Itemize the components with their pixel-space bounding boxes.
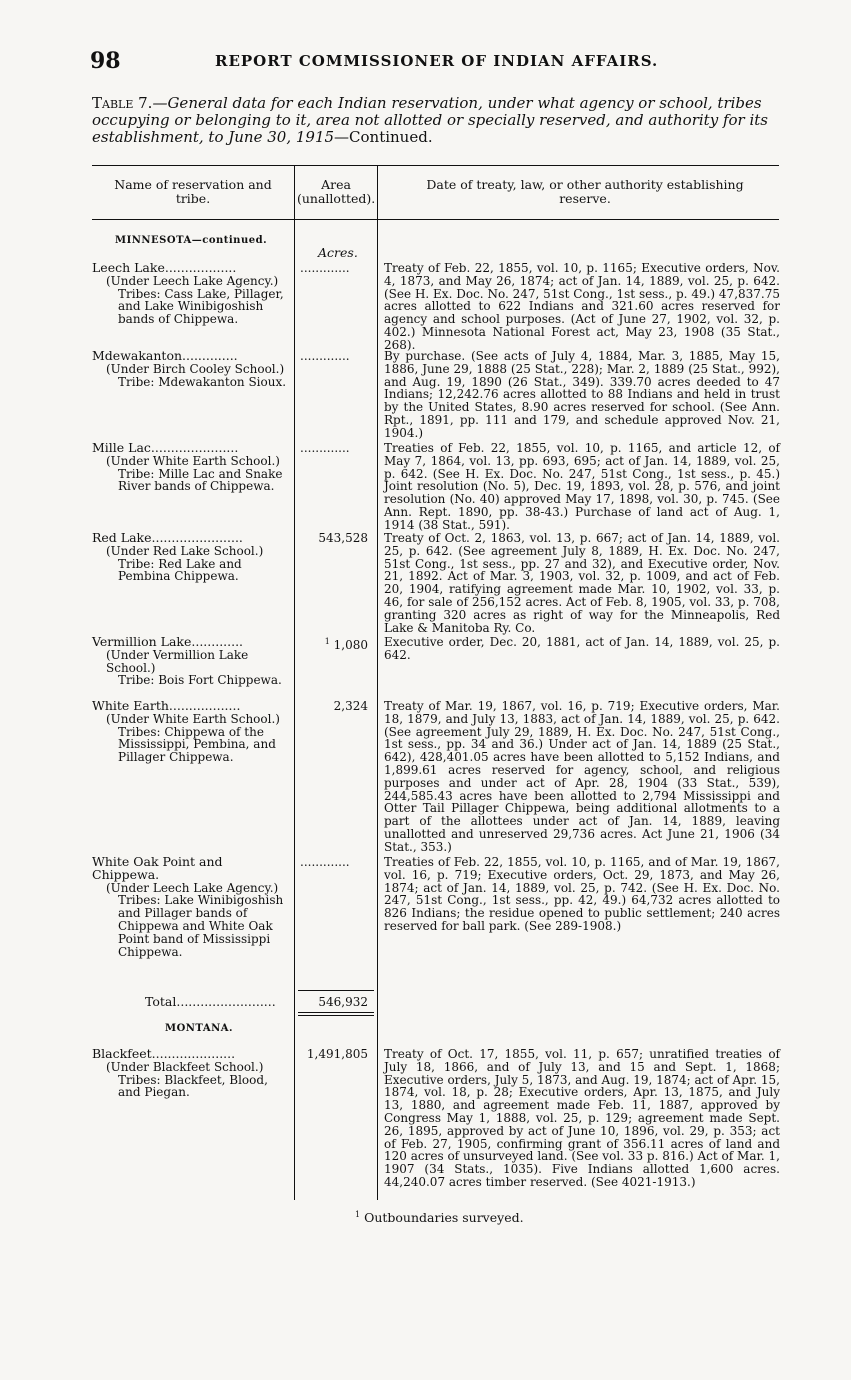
state-heading-minnesota: MINNESOTA—continued. bbox=[115, 235, 268, 246]
column-header-authority: Date of treaty, law, or other authority establishing reserve. bbox=[426, 177, 744, 206]
agency-line: (Under Vermillion Lake School.) bbox=[106, 647, 249, 675]
column-divider-2 bbox=[377, 165, 378, 1200]
table-row bbox=[92, 442, 292, 493]
agency-line: (Under Birch Cooley School.) bbox=[106, 361, 285, 376]
column-divider-1 bbox=[294, 165, 295, 1200]
state-heading-montana: MONTANA. bbox=[165, 1023, 233, 1034]
header-bottom-rule bbox=[92, 219, 779, 220]
authority-text: Treaty of Mar. 19, 1867, vol. 16, p. 719; Executive orders, Mar. 18, 1879, and July 13, 1883, act of Jan. 14, 1889, vol. 25, p. 642. (See agreement July 29, 1889, H. Ex. Doc. No. 247, 51st Cong., 1st sess., pp. 34 and 36.) Under act of Jan. 14, 1889 (25 Stat., 642), 428,401.05 acres have been allotted to 5,152 Indians, and 1,899.61 acres reserved for agency, school, and religious purposes and under act of Apr. 28, 1904 (33 Stat., 539), 244,585.43 acres have been allotted to 2,794 Mississippi and Otter Tail Pillager Chippewa, being additional allotments to a part of the allottees under act of Jan. 14, 1889, leaving unallotted and unreserved 29,736 acres. Act June 21, 1906 (34 Stat., 353.) bbox=[384, 699, 780, 854]
table-row bbox=[92, 636, 292, 687]
table-label: Table 7. bbox=[92, 94, 153, 112]
reservation-name: Leech Lake.................. bbox=[92, 260, 237, 275]
authority-text: Treaties of Feb. 22, 1855, vol. 10, p. 1165, and of Mar. 19, 1867, vol. 16, p. 719; Executive orders, Oct. 29, 1873, and May 26, 1874; act of Jan. 14, 1889, vol. 25, p. 742. (See H. Ex. Doc. No. 247, 51st Cong., 1st sess., pp. 42, 49.) 64,732 acres allotted to 826 Indians; the residue opened to public settlement; 240 acres reserved for ball park. (See 289-1908.) bbox=[384, 855, 780, 933]
total-rule-top bbox=[298, 990, 374, 991]
table-row bbox=[92, 856, 292, 958]
page-number: 98 bbox=[90, 48, 121, 74]
tribes-line: Tribes: Blackfeet, Blood, and Piegan. bbox=[118, 1072, 268, 1100]
tribes-line: Tribe: Bois Fort Chippewa. bbox=[118, 673, 282, 688]
area-leader: ............. bbox=[300, 349, 350, 363]
area-value: 2,324 bbox=[333, 699, 368, 713]
area-leader: ............. bbox=[300, 261, 350, 275]
agency-line: (Under White Earth School.) bbox=[106, 711, 280, 726]
table-row bbox=[92, 262, 292, 326]
authority-text: Executive order, Dec. 20, 1881, act of Jan. 14, 1889, vol. 25, p. 642. bbox=[384, 635, 780, 662]
tribes-line: Tribes: Cass Lake, Pillager, and Lake Winibigoshish bands of Chippewa. bbox=[118, 286, 284, 327]
tribes-line: Tribes: Chippewa of the Mississippi, Pembina, and Pillager Chippewa. bbox=[118, 724, 276, 765]
table-row bbox=[92, 350, 292, 388]
table-row bbox=[92, 532, 292, 583]
tribes-line: Tribe: Mille Lac and Snake River bands of Chippewa. bbox=[118, 466, 283, 494]
column-header-area: Area (unallotted). bbox=[297, 177, 376, 206]
tribes-line: Tribes: Lake Winibigoshish and Pillager bands of Chippewa and White Oak Point band of Mississippi Chippewa. bbox=[118, 893, 284, 959]
authority-text: Treaty of Feb. 22, 1855, vol. 10, p. 1165; Executive orders, Nov. 4, 1873, and May 26, 1874; act of Jan. 14, 1889, vol. 25, p. 642. (See H. Ex. Doc. No. 247, 51st Cong., 1st sess., p. 49.) 47,837.75 acres allotted to 622 Indians and 321.60 acres reserved for agency and school purposes. (Act of June 27, 1902, vol. 32, p. 402.) Minnesota National Forest act, May 23, 1908 (35 Stat., 268). bbox=[384, 261, 780, 352]
area-value: $^1$ 1,080 bbox=[324, 637, 368, 652]
footnote-ref: 1 bbox=[324, 637, 330, 646]
total-rule-bottom-2 bbox=[298, 1015, 374, 1016]
total-label: Total......................... bbox=[145, 994, 276, 1009]
agency-line: (Under White Earth School.) bbox=[106, 453, 280, 468]
reservation-name: Vermillion Lake............. bbox=[92, 634, 244, 649]
units-label: Acres. bbox=[318, 245, 358, 260]
footnote-mark: 1 bbox=[355, 1210, 361, 1219]
agency-line: (Under Leech Lake Agency.) bbox=[106, 273, 279, 288]
table-caption bbox=[92, 95, 782, 146]
agency-line: (Under Leech Lake Agency.) bbox=[106, 880, 279, 895]
tribes-line: Tribe: Mdewakanton Sioux. bbox=[118, 374, 287, 389]
reservation-name: Red Lake....................... bbox=[92, 530, 243, 545]
reservation-name: Blackfeet..................... bbox=[92, 1046, 236, 1061]
total-rule-bottom-1 bbox=[298, 1012, 374, 1013]
reservation-name: Mdewakanton.............. bbox=[92, 348, 238, 363]
table-top-rule bbox=[92, 165, 779, 166]
area-value: 543,528 bbox=[318, 531, 368, 545]
table-row bbox=[92, 1048, 292, 1099]
authority-text: Treaties of Feb. 22, 1855, vol. 10, p. 1165, and article 12, of May 7, 1864, vol. 13, pp. 693, 695; act of Jan. 14, 1889, vol. 25, p. 642. (See H. Ex. Doc. No. 247, 51st Cong., 1st sess., p. 45.) Joint resolution (No. 5), Dec. 19, 1893, vol. 28, p. 576, and joint resolution (No. 40) approved May 17, 1898, vol. 30, p. 745. (See Ann. Rept. 1890, pp. 38-43.) Purchase of land act of Aug. 1, 1914 (38 Stat., 591). bbox=[384, 441, 780, 532]
authority-text: Treaty of Oct. 17, 1855, vol. 11, p. 657; unratified treaties of July 18, 1866, and of July 13, and 15 and Sept. 1, 1868; Executive orders, July 5, 1873, and Aug. 19, 1874; act of Apr. 15, 1874, vol. 18, p. 28; Executive orders, Apr. 13, 1875, and July 13, 1880, and agreement made Feb. 11, 1887, approved by Congress May 1, 1888, vol. 25, p. 129; agreement made Sept. 26, 1895, approved by act of June 10, 1896, vol. 29, p. 353; act of Feb. 27, 1905, confirming grant of 356.11 acres of land and 120 acres of unsurveyed land. (See vol. 33 p. 816.) Act of Mar. 1, 1907 (34 Stats., 1035). Five Indians allotted 1,600 acres. 44,240.07 acres timber reserved. (See 4021-1913.) bbox=[384, 1047, 780, 1189]
footnote: $^1$ Outboundaries surveyed. bbox=[355, 1210, 524, 1226]
agency-line: (Under Red Lake School.) bbox=[106, 543, 264, 558]
tribes-line: Tribe: Red Lake and Pembina Chippewa. bbox=[118, 556, 242, 584]
running-head: REPORT COMMISSIONER OF INDIAN AFFAIRS. bbox=[215, 52, 659, 70]
area-value: 1,491,805 bbox=[306, 1047, 368, 1061]
area-leader: ............. bbox=[300, 441, 350, 455]
agency-line: (Under Blackfeet School.) bbox=[106, 1059, 264, 1074]
reservation-name: White Oak Point and Chippewa. bbox=[92, 854, 223, 882]
table-row bbox=[92, 700, 297, 764]
caption-text: —General data for each Indian reservation, under what agency or school, tribes occupying or belonging to it, area not allotted or specially reserved, and authority for its establishment, to June 30, 1915 bbox=[92, 94, 768, 146]
column-header-name: Name of reservation and tribe. bbox=[114, 177, 272, 206]
caption-continued: —Continued. bbox=[334, 128, 433, 146]
total-area: 546,932 bbox=[318, 995, 368, 1009]
authority-text: By purchase. (See acts of July 4, 1884, Mar. 3, 1885, May 15, 1886, June 29, 1888 (25 Stat., 228); Mar. 2, 1889 (25 Stat., 992), and Aug. 19, 1890 (26 Stat., 349). 339.70 acres deeded to 47 Indians; 12,242.76 acres allotted to 88 Indians and held in trust by the United States, 8.90 acres reserved for school. (See Ann. Rpt., 1891, pp. 111 and 179, and schedule approved Nov. 21, 1904.) bbox=[384, 349, 780, 440]
reservation-name: Mille Lac...................... bbox=[92, 440, 239, 455]
reservation-name: White Earth.................. bbox=[92, 698, 241, 713]
area-leader: ............. bbox=[300, 855, 350, 869]
authority-text: Treaty of Oct. 2, 1863, vol. 13, p. 667; act of Jan. 14, 1889, vol. 25, p. 642. (See agreement July 8, 1889, H. Ex. Doc. No. 247, 51st Cong., 1st sess., pp. 27 and 32), and Executive order, Nov. 21, 1892. Act of Mar. 3, 1903, vol. 32, p. 1009, and act of Feb. 20, 1904, ratifying agreement made Mar. 10, 1902, vol. 33, p. 46, for sale of 256,152 acres. Act of Feb. 8, 1905, vol. 33, p. 708, granting 320 acres as right of way for the Minneapolis, Red Lake & Manitoba Ry. Co. bbox=[384, 531, 780, 635]
